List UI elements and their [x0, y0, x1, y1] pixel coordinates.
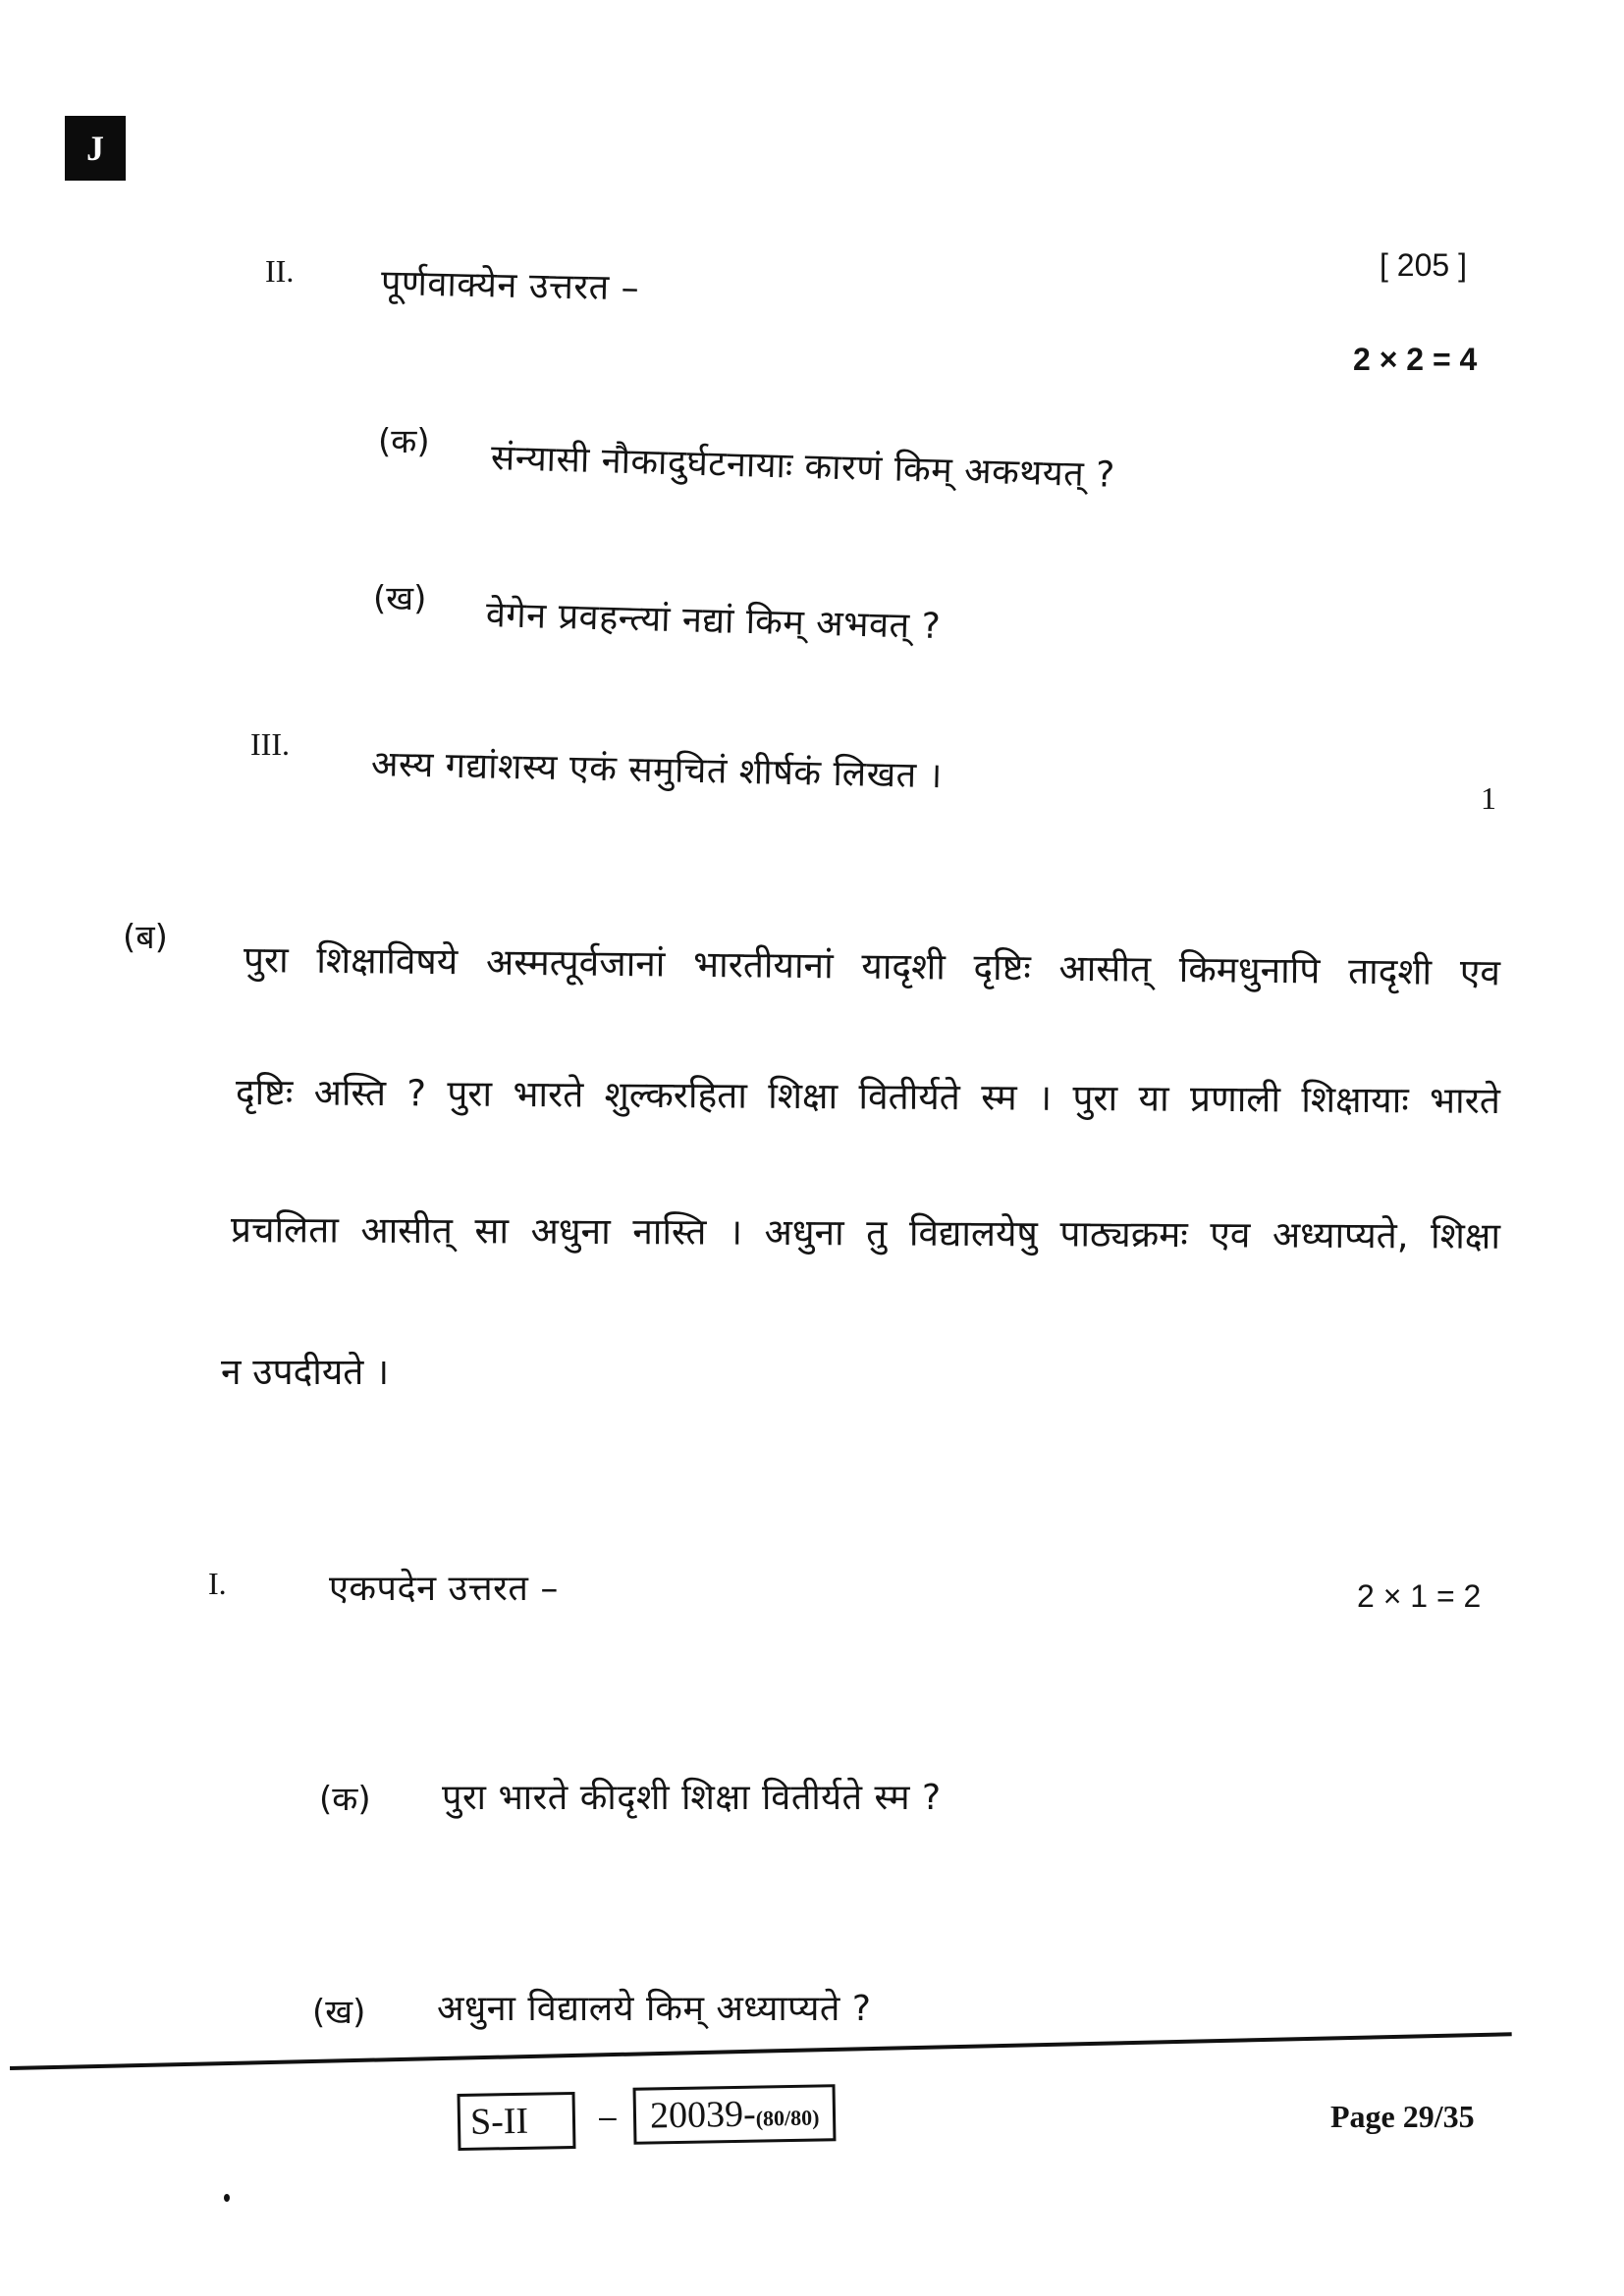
- question-number-i: I.: [208, 1566, 227, 1601]
- question-i-marks: 2 × 1 = 2: [1357, 1578, 1482, 1614]
- passage-line: प्रचलिता आसीत् सा अधुना नास्ति । अधुना तु विद्यालयेषु पाठ्यक्रमः एव अध्याप्यते, शिक्षा: [230, 1208, 1501, 1257]
- passage-line: न उपदीयते ।: [221, 1351, 390, 1393]
- question-iii-instruction: अस्य गद्यांशस्य एकं समुचितं शीर्षकं लिखत ।: [370, 744, 944, 797]
- paper-code: 20039-: [649, 2093, 757, 2137]
- question-ii-item-text: वेगेन प्रवहन्त्यां नद्यां किम् अभवत् ?: [485, 595, 942, 648]
- question-ii-instruction: पूर्णवाक्येन उत्तरत –: [380, 263, 640, 309]
- question-i-instruction: एकपदेन उत्तरत –: [329, 1569, 559, 1609]
- footer-separator: –: [599, 2099, 617, 2134]
- section-badge: J: [65, 116, 126, 181]
- question-iii-marks: 1: [1481, 780, 1496, 816]
- question-i-item-label: (ख): [312, 1993, 366, 2032]
- question-ii-marks: 2 × 2 = 4: [1353, 342, 1478, 377]
- question-ii-item-text: संन्यासी नौकादुर्घटनायाः कारणं किम् अकथयत् ?: [490, 438, 1116, 496]
- series-box: S-II: [458, 2092, 576, 2151]
- question-i-item-text: पुरा भारते कीदृशी शिक्षा वितीर्यते स्म ?: [442, 1778, 942, 1818]
- passage-line: पुरा शिक्षाविषये अस्मत्पूर्वजानां भारतीयानां यादृशी दृष्टिः आसीत् किमधुनापि तादृशी एव: [243, 938, 1501, 994]
- passage-line: दृष्टिः अस्ति ? पुरा भारते शुल्करहिता शिक्षा वितीर्यते स्म । पुरा या प्रणाली शिक्षायाः भारते: [235, 1071, 1501, 1122]
- page-number: Page 29/35: [1330, 2099, 1475, 2134]
- passage-label: (ब): [123, 918, 168, 957]
- question-i-item-label: (क): [319, 1780, 371, 1819]
- question-number-iii: III.: [250, 726, 290, 762]
- paper-code-suffix: (80/80): [755, 2105, 820, 2131]
- question-ii-item-label: (ख): [373, 579, 427, 618]
- footer-divider: [10, 2032, 1512, 2070]
- question-ii-item-label: (क): [378, 422, 430, 461]
- question-number-ii: II.: [265, 253, 295, 289]
- paper-code-box: [633, 2084, 837, 2145]
- marks-code: [ 205 ]: [1380, 247, 1467, 283]
- scan-speck: [224, 2194, 230, 2202]
- question-i-item-text: अधुना विद्यालये किम् अध्याप्यते ?: [437, 1989, 872, 2029]
